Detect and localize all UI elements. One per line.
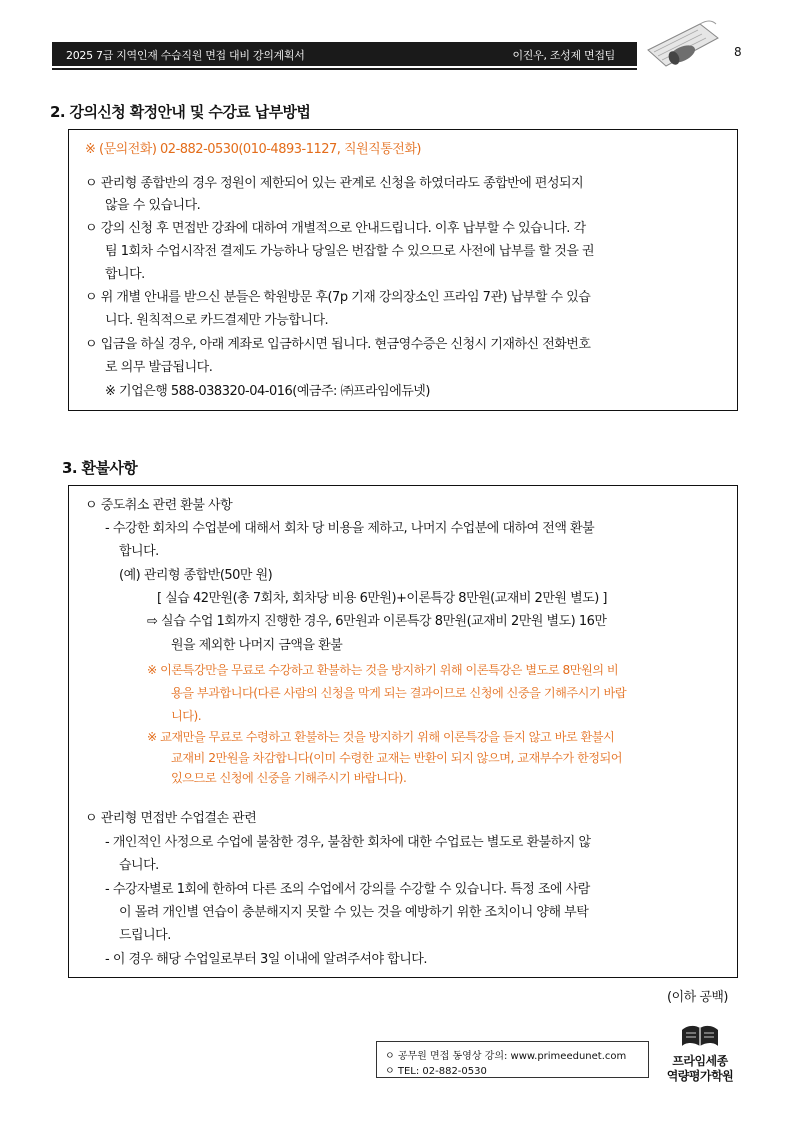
- s2-line: 팀 1회차 수업시작전 결제도 가능하나 당일은 번잡할 수 있으므로 사전에 납부를 할 것을 권: [105, 244, 595, 259]
- header-divider: [52, 68, 637, 70]
- footer-website: ㅇ 공무원 면접 동영상 강의: www.primeedunet.com: [385, 1051, 627, 1062]
- bank-account: ※ 기업은행 588-038320-04-016(예금주: ㈜프라임에듀넷): [105, 384, 430, 399]
- section-3-box: [68, 485, 738, 978]
- s2-line: ㅇ 위 개별 안내를 받으신 분들은 학원방문 후(7p 기재 강의장소인 프라임 7관) 납부할 수 있습: [85, 290, 591, 305]
- s3-line: ⇨ 실습 수업 1회까지 진행한 경우, 6만원과 이론특강 8만원(교재비 2만원 별도) 16만: [147, 614, 607, 629]
- book-icon: [680, 1024, 720, 1050]
- s3-line: - 이 경우 해당 수업일로부터 3일 이내에 알려주셔야 합니다.: [105, 952, 427, 967]
- header-bar: [52, 42, 637, 66]
- footer-contact-box: [376, 1041, 649, 1078]
- footer-phone: ㅇ TEL: 02-882-0530: [385, 1066, 487, 1077]
- s3-line: 합니다.: [119, 544, 159, 559]
- section-2-title: 2. 강의신청 확정안내 및 수강료 납부방법: [50, 103, 311, 121]
- end-marker: (이하 공백): [667, 990, 729, 1005]
- s2-line: ㅇ 입금을 하실 경우, 아래 계좌로 입금하시면 됩니다. 현금영수증은 신청시 기재하신 전화번호: [85, 337, 591, 352]
- s2-line: 로 의무 발급됩니다.: [105, 360, 213, 375]
- s3-line: - 수강자별로 1회에 한하여 다른 조의 수업에서 강의를 수강할 수 있습니다. 특정 조에 사람: [105, 882, 590, 897]
- s3-note: 있으므로 신청에 신중을 기해주시기 바랍니다).: [171, 771, 407, 785]
- s3-note: 니다).: [171, 709, 202, 723]
- s2-line: 합니다.: [105, 267, 145, 282]
- s3-note: ※ 교재만을 무료로 수령하고 환불하는 것을 방지하기 위해 이론특강을 듣지 않고 바로 환불시: [147, 730, 615, 744]
- contact-phone: ※ (문의전화) 02-882-0530(010-4893-1127, 직원직통전화): [85, 142, 421, 157]
- document-authors: 이진우, 조성제 면접팀: [512, 49, 615, 62]
- s2-line: ㅇ 강의 신청 후 면접반 강좌에 대하여 개별적으로 안내드립니다. 이후 납부할 수 있습니다. 각: [85, 221, 586, 236]
- logo-line-1: 프라임세종: [672, 1054, 728, 1068]
- academy-logo: [660, 1024, 740, 1090]
- s3-note: 용을 부과합니다(다른 사람의 신청을 막게 되는 결과이므로 신청에 신중을 기해주시기 바랍: [171, 686, 627, 700]
- page-number: 8: [734, 45, 742, 59]
- scroll-icon: [640, 16, 730, 74]
- s3-line: ㅇ 관리형 면접반 수업결손 관련: [85, 811, 257, 826]
- s3-line: (예) 관리형 종합반(50만 원): [119, 568, 273, 583]
- s3-note: 교재비 2만원을 차감합니다(이미 수령한 교재는 반환이 되지 않으며, 교재부수가 한정되어: [171, 751, 623, 765]
- s3-line: ㅇ 중도취소 관련 환불 사항: [85, 498, 233, 513]
- section-3-title: 3. 환불사항: [62, 459, 138, 477]
- s3-note: ※ 이론특강만을 무료로 수강하고 환불하는 것을 방지하기 위해 이론특강은 별도로 8만원의 비: [147, 663, 619, 677]
- s2-line: ㅇ 관리형 종합반의 경우 정원이 제한되어 있는 관계로 신청을 하였더라도 종합반에 편성되지: [85, 176, 584, 191]
- s3-line: 습니다.: [119, 858, 159, 873]
- s3-line: 원을 제외한 나머지 금액을 환불: [171, 638, 343, 653]
- s2-line: 니다. 원칙적으로 카드결제만 가능합니다.: [105, 313, 329, 328]
- s3-line: - 개인적인 사정으로 수업에 불참한 경우, 불참한 회차에 대한 수업료는 별도로 환불하지 않: [105, 835, 591, 850]
- s3-line: - 수강한 회차의 수업분에 대해서 회차 당 비용을 제하고, 나머지 수업분에 대하여 전액 환불: [105, 521, 595, 536]
- s2-line: 않을 수 있습니다.: [105, 198, 201, 213]
- document-title: 2025 7급 지역인재 수습직원 면접 대비 강의계획서: [66, 49, 305, 62]
- s3-line: [ 실습 42만원(총 7회차, 회차당 비용 6만원)+이론특강 8만원(교재비 2만원 별도) ]: [157, 591, 607, 606]
- s3-line: 이 몰려 개인별 연습이 충분해지지 못할 수 있는 것을 예방하기 위한 조치이니 양해 부탁: [119, 905, 589, 920]
- section-2-box: [68, 129, 738, 411]
- s3-line: 드립니다.: [119, 928, 171, 943]
- logo-line-2: 역량평가학원: [666, 1069, 734, 1083]
